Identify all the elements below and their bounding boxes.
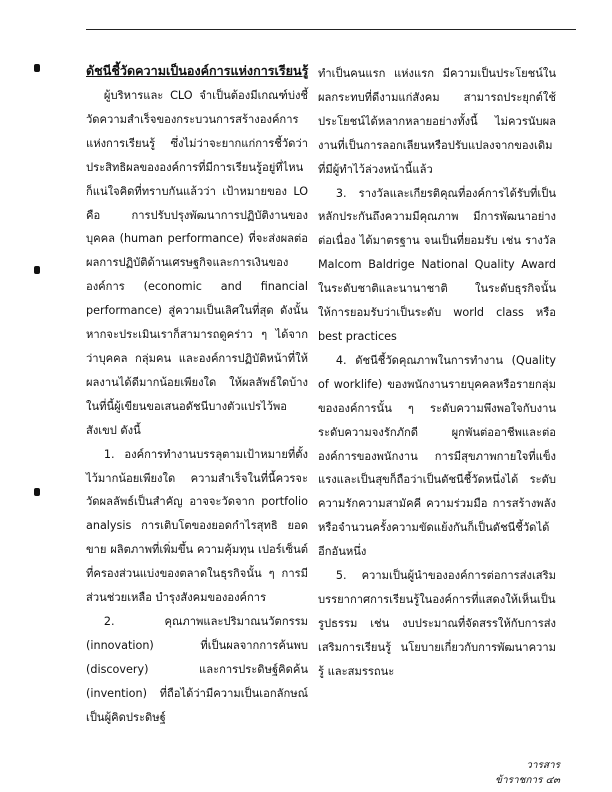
indicator-5-paragraph: 5. ความเป็นผู้นำขององค์การต่อการส่งเสริมบรรยากาศการเรียนรู้ในองค์การที่แสดงให้เห็นเป็นรูปธรรม เช่น งบประมาณที่จัดสรรให้กับการส่งเสริมการเรียนรู้ นโยบายเกี่ยวกับการพัฒนาความรู้ และสมรรถนะ — [318, 569, 556, 678]
section-heading: ดัชนีชี้วัดความเป็นองค์การแห่งการเรียนรู้ — [86, 63, 309, 78]
indicator-1-paragraph: 1. องค์การทำงานบรรลุตามเป้าหมายที่ตั้งไว้มากน้อยเพียงใด ความสำเร็จในที่นี้ควรจะวัดผลลัพธ์เป็นสำคัญ อาจจะวัดจาก portfolio analysis การเติบโตของยอดกำไรสุทธิ ยอดขาย ผลิตภาพที่เพิ่มขึ้น ความคุ้มทุน เปอร์เซ็นต์ที่ครองส่วนแบ่งของตลาดในธุรกิจนั้น ๆ การมีส่วนช่วยเหลือ บำรุงสังคมขององค์การ — [86, 447, 308, 605]
indicator-2-paragraph: 2. คุณภาพและปริมาณนวัตกรรม (innovation) ที่เป็นผลจากการค้นพบ (discovery) และการประดิษฐ์คิดค้น (invention) ที่ถือได้ว่ามีความเป็นเอกลักษณ์ เป็นผู้คิดประดิษฐ์ — [86, 614, 308, 724]
right-column — [318, 62, 556, 684]
left-column — [86, 60, 308, 729]
indicator-4-paragraph: 4. ดัชนีชี้วัดคุณภาพในการทำงาน (Quality of worklife) ของพนักงานรายบุคคลหรือรายกลุ่มขององค์การนั้น ๆ ระดับความพึงพอใจกับงาน ระดับความจงรักภักดี ผูกพันต่ออาชีพและต่อองค์การของพนักงาน การมีสุขภาพกายใจที่แข็งแรงและเป็นสุขก็ถือว่าเป็นดัชนีชี้วัดหนึ่งได้ ระดับความรักความสามัคคี ความร่วมมือ การสร้างพลังหรือจำนวนครั้งความขัดแย้งกันก็เป็นดัชนีชี้วัดได้อีกอันหนึ่ง — [318, 353, 556, 559]
margin-bullet-top — [34, 64, 40, 72]
intro-paragraph: ผู้บริหารและ CLO จำเป็นต้องมีเกณฑ์บ่งชี้วัดความสำเร็จของกระบวนการสร้างองค์การแห่งการเรียนรู้ ซึ่งไม่ว่าจะยากแก่การชี้วัดว่าประสิทธิผลขององค์การที่มีการเรียนรู้อยู่ที่ไหนก็แน่ใจคิดที่ทราบกันแล้วว่า เป้าหมายของ LO คือ การปรับปรุงพัฒนาการปฏิบัติงานของบุคคล (human performance) ที่จะส่งผลต่อผลการปฏิบัติด้านเศรษฐกิจและการเงินขององค์การ (economic and financial performance) สู่ความเป็นเลิศในที่สุด ดังนั้น หากจะประเมินเราก็สามารถดูคร่าว ๆ ได้จากว่าบุคคล กลุ่มคน และองค์การปฏิบัติหน้าที่ให้ผลงานได้ดีมากน้อยเพียงใด ให้ผลลัพธ์ใดบ้าง ในที่นี้ผู้เขียนขอเสนอดัชนีบางตัวแปรไว้พอสังเขป ดังนี้ — [86, 89, 308, 437]
indicator-2-continuation: ทำเป็นคนแรก แห่งแรก มีความเป็นประโยชน์ในผลกระทบที่ดีงามแก่สังคม สามารถประยุกต์ใช้ประโยชน์ได้หลากหลายอย่างทั้งนี้ ไม่ควรนับผลงานที่เป็นการลอกเลียนหรือปรับแปลงจากของเดิมที่มีผู้ทำไว้ล่วงหน้านี้แล้ว — [318, 67, 556, 176]
top-rule — [86, 29, 576, 30]
indicator-3-paragraph: 3. รางวัลและเกียรติคุณที่องค์การได้รับที่เป็นหลักประกันถึงความมีคุณภาพ มีการพัฒนาอย่างต่อเนื่อง ได้มาตรฐาน จนเป็นที่ยอมรับ เช่น รางวัล Malcom Baldrige National Quality Award ในระดับชาติและนานาชาติ ในระดับธุรกิจนั้นให้การยอมรับว่าเป็นระดับ world class หรือ best practices — [318, 186, 556, 343]
page-footer: วารสารข้าราชการ ๔๓ — [495, 760, 560, 786]
margin-bullet-bottom — [34, 488, 40, 496]
margin-bullet-middle — [34, 266, 40, 274]
